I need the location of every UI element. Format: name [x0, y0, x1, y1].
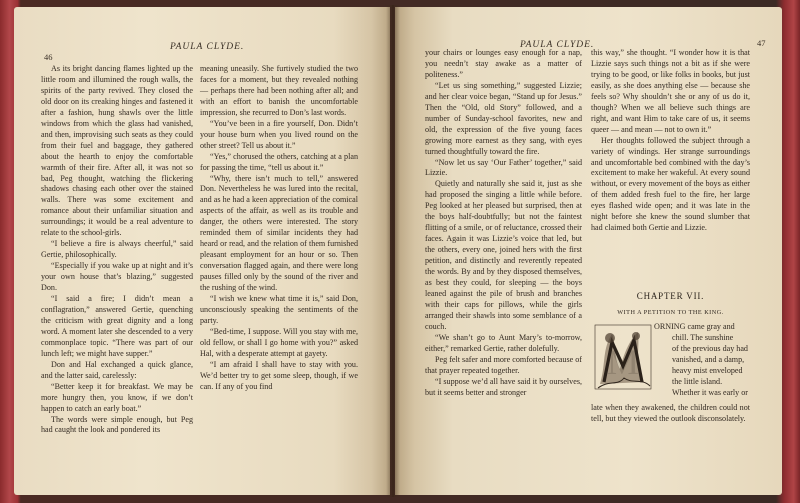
paragraph: meaning uneasily. She furtively studied the two faces for a moment, but they revealed nothing — perhaps there had been nothing after all; and with an effort to banish the uncomfortable impression, she recurred to Don’s last words. [200, 64, 358, 117]
chapter-opening [654, 322, 750, 399]
paragraph: “I am afraid I shall have to stay with you. We’d better try to get some sleep, though, if we can. If any of you find [200, 359, 358, 391]
paragraph: “Let us sing something,” suggested Lizzie; and her clear voice began, “Stand up for Jesus.” Then the “Old, old Story” followed, and a number of Sunday-school favorites, new and old, the expression of the five young faces growing more earnest as they sang, with eyes turned thoughtfully toward the fire. [425, 80, 582, 156]
paragraph: late when they awakened, the children could not tell, but they viewed the outlook disconsolately. [591, 403, 750, 423]
right-column-1 [425, 48, 582, 399]
paragraph: “Bed-time, I suppose. Will you stay with me, old fellow, or shall I go home with you?” asked Hal, with a desperate attempt at gayety. [200, 326, 358, 358]
line: heavy mist enveloped [672, 365, 743, 375]
line: Whether it was early or [672, 387, 748, 397]
paragraph: “I wish we knew what time it is,” said Don, unconsciously speaking the sentiments of the party. [200, 294, 358, 325]
left-page-number: 46 [44, 52, 53, 62]
paragraph: “Better keep it for breakfast. We may be more hungry then, you know, if we don’t happen to catch an early boat.” [41, 381, 193, 413]
right-page-number: 47 [757, 38, 766, 48]
chapter-subtitle: WITH A PETITION TO THE KING. [617, 309, 724, 316]
paragraph: Don and Hal exchanged a quick glance, and the latter said, carelessly: [41, 359, 193, 380]
right-running-header: PAULA CLYDE. [520, 40, 595, 50]
line: chill. The sunshine [672, 332, 734, 342]
left-running-header: PAULA CLYDE. [170, 42, 245, 52]
chapter-title: CHAPTER VII. [636, 291, 705, 301]
drop-cap-letter: M [606, 342, 640, 382]
left-column-1 [41, 64, 193, 436]
paragraph: Quietly and naturally she said it, just as she had proposed the singing a little while before. Peg looked at her pleased but surprised, then at the boys half-doubtfully; but not the faintest flitting of a smile, or of reluctance, crossed their faces. Again it was Lizzie’s voice that led, but the others, every one, joined hers with the first petition, and distinctly and reverently repeated the words. By and by they disposed themselves, as best they could, for sleeping — the boys leaned against the pile of brush and branches with their caps for pillows, while the girls arranged their shawls into some semblance of a couch. [425, 179, 582, 331]
line: vanished, and a damp, [672, 354, 745, 364]
paragraph: “I believe a fire is always cheerful,” said Gertie, philosophically. [41, 239, 193, 260]
right-column-2 [591, 48, 750, 234]
paragraph: this way,” she thought. “I wonder how it is that Lizzie says such things not a bit as if she were trying to be good, or like folks in books, but just easily, as she does anything else — because she feels so? Why shouldn’t she or any of us do it, though? When we all believe such things are right, and want Him to take care of us, it seems queer — and mean — not to own it.” [591, 48, 750, 134]
paragraph: The words were simple enough, but Peg had caught the look and pondered its [41, 414, 193, 435]
paragraph: As its bright dancing flames lighted up the little room and illumined the rough walls, the spirits of the party revived. They closed the old door on its creaking hinges and fastened it after a fashion, hung shawls over the little windows from which the glass had vanished, and then, improvising such seats as they could from their fuel and baggage, they gathered about the hearth to enjoy the comfortable warmth of their fire. After all, it was not so bad, Peg thought, watching the flickering shadows chasing each other over the stained walls. There was some excitement and romance about their unfamiliar situation and surroundings; it would be a real adventure to relate to the school-girls. [41, 64, 193, 238]
paragraph: your chairs or lounges easy enough for a nap, you needn’t stay awake as a matter of politeness.” [425, 48, 582, 79]
paragraph: “Why, there isn’t much to tell,” answered Don. Nevertheless he was lured into the recital, and as he had a keen appreciation of the comical aspects of the affair, as well as its trouble and danger, the others were interested. The story reminded them of similar incidents they had heard or read, and the relation of them furnished pleasant employment for an hour or so. Then conversation flagged again, and there were long pauses filled only by the sound of the river and the rushing of the wind. [200, 173, 358, 293]
paragraph: “We shan’t go to Aunt Mary’s to-morrow, either,” remarked Gertie, rather dolefully. [425, 332, 582, 353]
paragraph: “I said a fire; I didn’t mean a conflagration,” answered Gertie, quenching the criticism with great dignity and a long word. A moment later she descended to a very commonplace topic. “There was part of our lunch left; we might have supper.” [41, 294, 193, 358]
paragraph: Peg felt safer and more comforted because of that prayer repeated together. [425, 354, 582, 375]
chapter-continuation [591, 403, 750, 425]
left-column-2 [200, 64, 358, 393]
drop-cap-illustration [594, 324, 652, 390]
line: of the previous day had [672, 343, 748, 353]
paragraph: “Yes,” chorused the others, catching at a plan for passing the time, “tell us about it.” [200, 151, 358, 172]
paragraph: “Now let us say ‘Our Father’ together,” said Lizzie. [425, 157, 582, 178]
book-gutter [386, 5, 400, 497]
paragraph: “You’ve been in a fire yourself, Don. Didn’t your house burn when you lived round on the other street? Tell us about it.” [200, 118, 358, 150]
paragraph: “Especially if you wake up at night and it’s your own house that’s blazing,” suggested Don. [41, 261, 193, 293]
line: the little island. [672, 376, 723, 386]
paragraph: “I suppose we’d all have said it by ourselves, but it seems better and stronger [425, 376, 582, 397]
line: ORNING came gray and [654, 322, 735, 331]
paragraph: Her thoughts followed the subject through a variety of windings. Her strange surroundings and uncomfortable bed combined with the day’s excitement to make her wakeful. At every sound without, or every movement of the boys as either of them added fresh fuel to the fire, her large eyes flashed wide open; and it was late in the night before she knew the sound slumber that had claimed both Gertie and Lizzie. [591, 135, 750, 233]
